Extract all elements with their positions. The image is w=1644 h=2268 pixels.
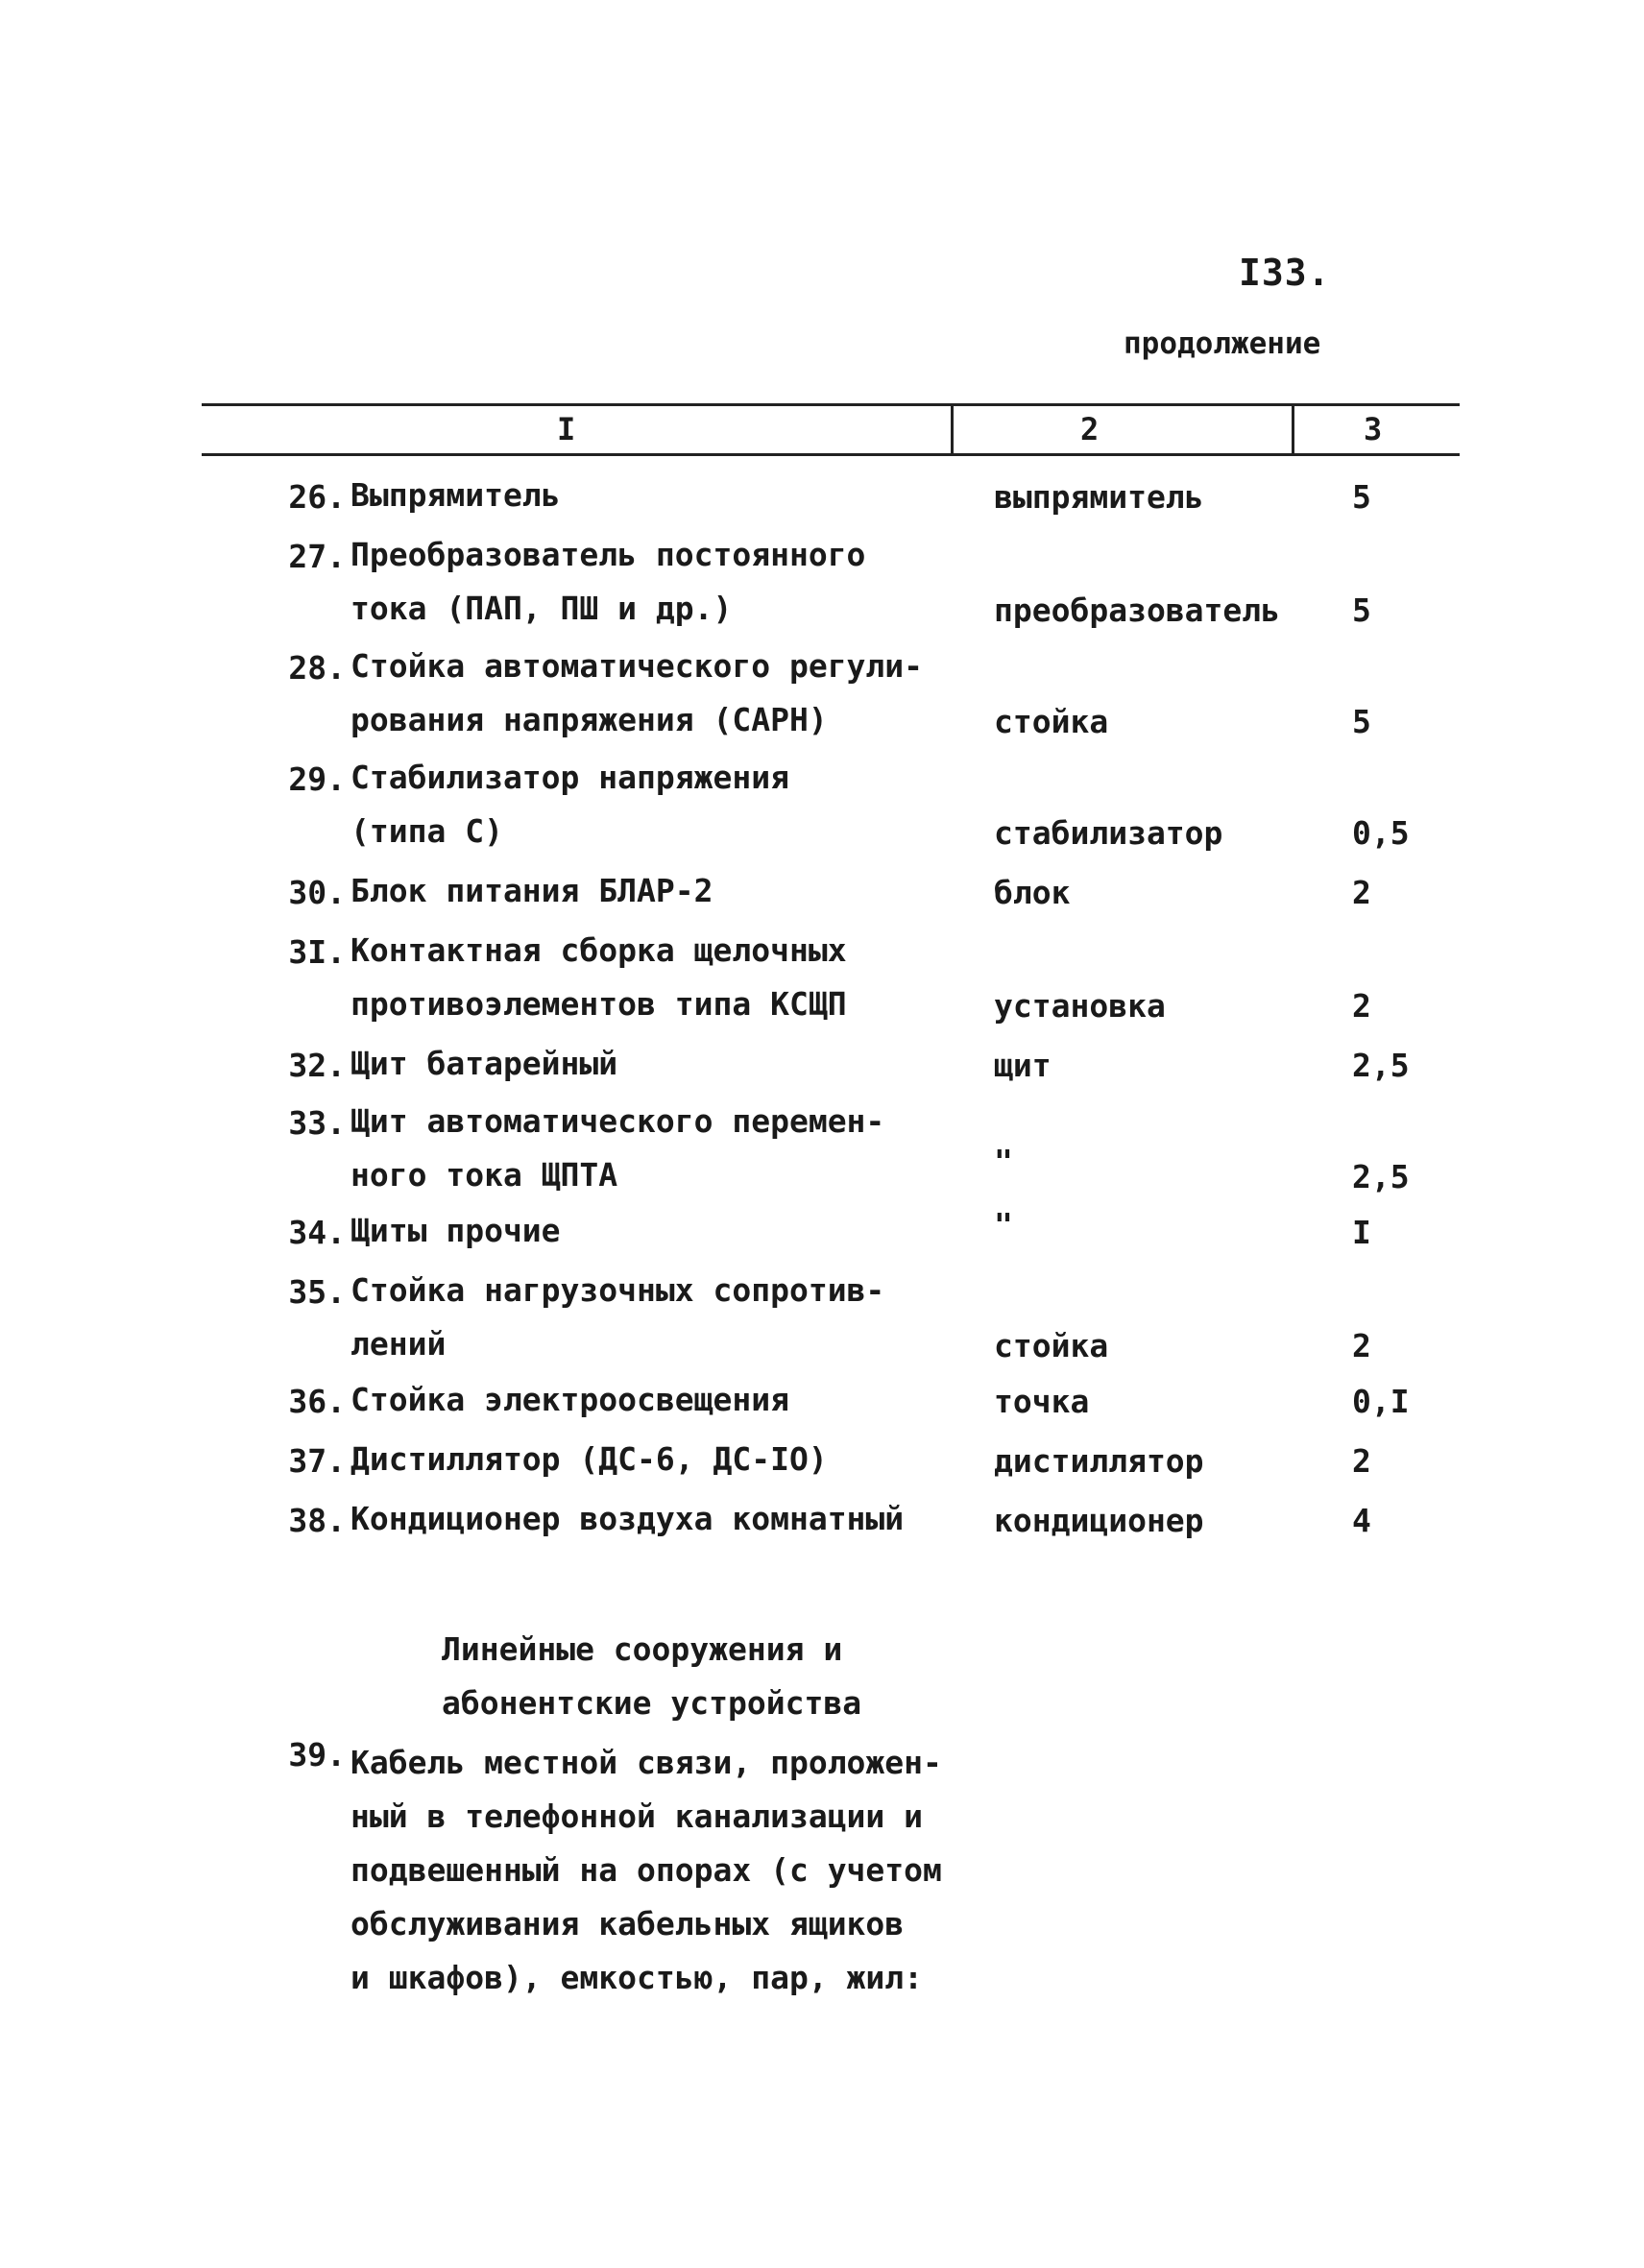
item-name: Блок питания БЛАР-2 [351, 872, 713, 909]
item-name: Щиты прочие [351, 1212, 561, 1249]
item-name: Выпрямитель [351, 476, 561, 514]
item-text: Кабель местной связи, проложен- ный в телефонной канализации и подвешенный на опорах (с учетом обслуживания кабельных ящиков и шкафов), емкостью, пар, жил: [351, 1744, 942, 1996]
item-unit: точка [994, 1383, 1090, 1420]
item-number: 37. [288, 1442, 346, 1480]
item-number: 3I. [288, 933, 346, 971]
item-rate: 5 [1352, 703, 1371, 740]
item-rate: 5 [1352, 478, 1371, 516]
item-number: 29. [288, 760, 346, 798]
item-number: 26. [288, 478, 346, 516]
item-number: 33. [288, 1104, 346, 1142]
item-unit: стабилизатор [994, 814, 1223, 852]
item-unit: кондиционер [994, 1502, 1204, 1539]
item-rate: 0,5 [1352, 814, 1410, 852]
item-rate: 2,5 [1352, 1047, 1410, 1084]
item-unit: блок [994, 874, 1071, 911]
item-unit: установка [994, 987, 1166, 1025]
column-header-3: 3 [1364, 411, 1383, 447]
item-rate: 2,5 [1352, 1158, 1410, 1195]
item-unit: дистиллятор [994, 1442, 1204, 1480]
column-header-1: I [557, 411, 576, 447]
header-top-rule [202, 403, 1460, 406]
item-rate: 5 [1352, 591, 1371, 629]
header-bottom-rule [202, 453, 1460, 456]
item-name: Кондиционер воздуха комнатный [351, 1500, 905, 1537]
item-name: Стойка электроосвещения [351, 1381, 789, 1418]
header-divider-2 [1292, 405, 1294, 453]
item-unit: стойка [994, 1327, 1109, 1364]
item-name: Контактная сборка щелочных противоэлементов типа КСЩП [351, 931, 847, 1023]
item-unit: стойка [994, 703, 1109, 740]
item-number: 35. [288, 1273, 346, 1311]
item-rate: 2 [1352, 1442, 1371, 1480]
item-rate: 4 [1352, 1502, 1371, 1539]
section-heading: Линейные сооружения и абонентские устройства [442, 1630, 862, 1722]
item-name: Стойка автоматического регули- рования напряжения (САРН) [351, 647, 924, 738]
item-number: 28. [288, 649, 346, 687]
item-number: 34. [288, 1214, 346, 1251]
item-name: Щит автоматического перемен- ного тока ЩПТА [351, 1102, 885, 1194]
item-unit: " [994, 1206, 1013, 1243]
column-header-2: 2 [1080, 411, 1100, 447]
item-unit: выпрямитель [994, 478, 1204, 516]
item-number: 27. [288, 538, 346, 575]
item-rate: 0,I [1352, 1383, 1410, 1420]
item-rate: 2 [1352, 987, 1371, 1025]
item-number: 32. [288, 1047, 346, 1084]
item-unit: " [994, 1143, 1013, 1180]
item-rate: 2 [1352, 1327, 1371, 1364]
item-unit: преобразователь [994, 591, 1281, 629]
item-number: 36. [288, 1383, 346, 1420]
header-divider-1 [951, 405, 954, 453]
item-name: Щит батарейный [351, 1045, 618, 1082]
item-rate: 2 [1352, 874, 1371, 911]
item-number: 39. [288, 1736, 346, 1773]
item-rate: I [1352, 1214, 1371, 1251]
item-number: 38. [288, 1502, 346, 1539]
item-name: Стойка нагрузочных сопротив- лений [351, 1271, 885, 1363]
item-number: 30. [288, 874, 346, 911]
item-name: Дистиллятор (ДС-6, ДС-IO) [351, 1440, 828, 1478]
item-unit: щит [994, 1047, 1052, 1084]
continuation-label: продолжение [1124, 326, 1321, 361]
item-name: Преобразователь постоянного тока (ПАП, ПШ и др.) [351, 536, 866, 627]
item-name: Стабилизатор напряжения (типа С) [351, 759, 789, 850]
page-number: I33. [1239, 252, 1331, 294]
